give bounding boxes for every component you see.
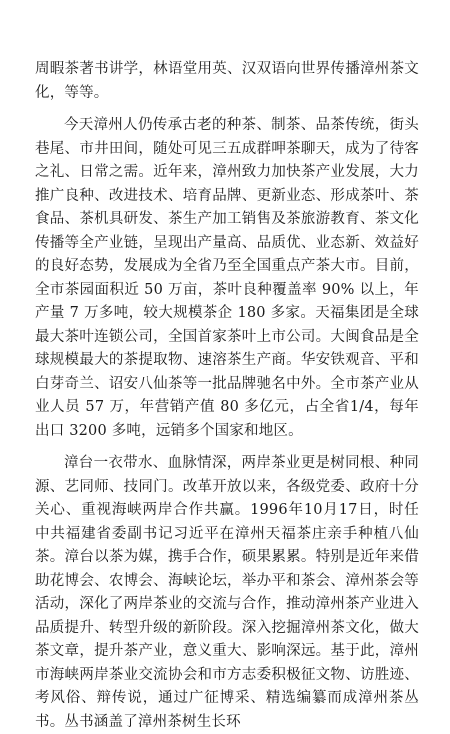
paragraph-continuation: 周暇茶著书讲学，林语堂用英、汉双语向世界传播漳州茶文化，等等。 (35, 61, 419, 101)
body-text (35, 58, 419, 734)
paragraph-gap (35, 105, 419, 114)
paragraph-cross-strait: 漳台一衣带水、血脉情深，两岸茶业更是树同根、种同源、艺同师、技同门。改革开放以来，各级党委、政府十分关心、重视海峡两岸合作共赢。1996年10月17日，时任中共福建省委副书记习近平在漳州天福茶庄亲手种植八仙茶。漳台以茶为媒，携手合作，硕果累累。特别是近年来借助花博会、农博会、海峡论坛，举办平和茶会、漳州茶会等活动，深化了两岸茶业的交流与合作，推动漳州茶产业进入品质提升、转型升级的新阶段。深入挖掘漳州茶文化，做大茶文章，提升茶产业，意义重大、影响深远。基于此，漳州市海峡两岸茶业交流协会和市方志委积极征文物、访胜迹、考风俗、辩传说，通过广征博采、精选编纂而成漳州茶丛书。丛书涵盖了漳州茶树生长环 (35, 455, 419, 730)
paragraph-gap (35, 443, 419, 452)
paragraph-tea-industry: 今天漳州人仍传承古老的种茶、制茶、品茶传统，街头巷尾、市井田间，随处可见三五成群呷茶聊天，成为了待客之礼、日常之需。近年来，漳州致力加快茶产业发展，大力推广良种、改进技术、培育品牌、更新业态、形成茶叶、茶食品、茶机具研发、茶生产加工销售及茶旅游教育、茶文化传播等全产业链，呈现出产量高、品质优、业态新、效益好的良好态势，发展成为全省乃至全国重点产茶大市。目前，全市茶园面积近 50 万亩，茶叶良种覆盖率 90% 以上，年产量 7 万多吨，较大规模茶企 180 多家。天福集团是全球最大茶叶连锁公司，全国首家茶叶上市公司。大闽食品是全球规模最大的茶提取物、速溶茶生产商。华安铁观音、平和白芽奇兰、诏安八仙茶等一批品牌驰名中外。全市茶产业从业人员 57 万，年营销产值 80 多亿元，占全省1/4，每年出口 3200 多吨，远销多个国家和地区。 (35, 117, 419, 439)
